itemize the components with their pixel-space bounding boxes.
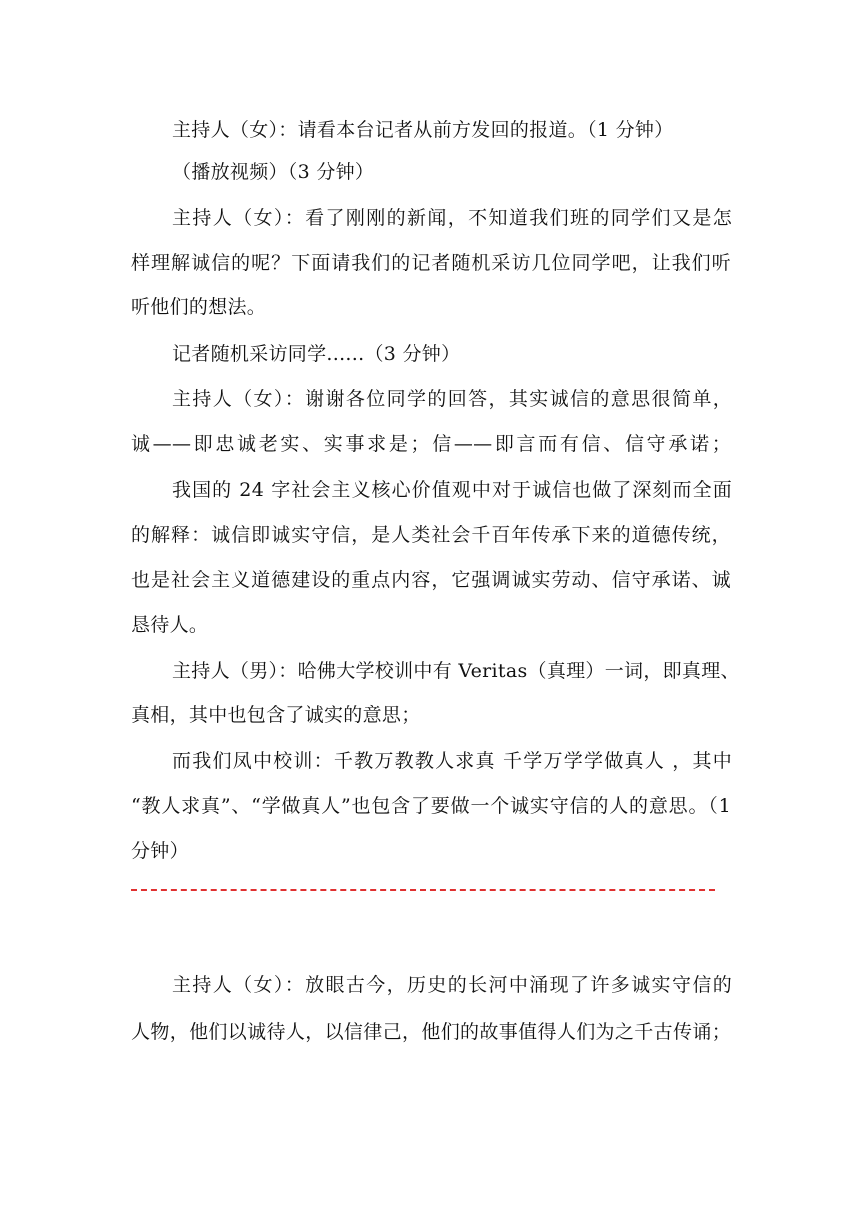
core-values-line-d: 恳待人。 — [131, 614, 209, 636]
host-female-line-1: 主持人（女）：请看本台记者从前方发回的报道。（1 分钟） — [172, 119, 674, 141]
host-female-line-2b: 样理解诚信的呢？下面请我们的记者随机采访几位同学吧，让我们听 — [131, 252, 731, 274]
core-values-line-b: 的解释：诚信即诚实守信，是人类社会千百年传承下来的道德传统， — [131, 524, 731, 546]
school-motto-line-c: 分钟） — [131, 840, 189, 862]
host-female-line-2a: 主持人（女）：看了刚刚的新闻，不知道我们班的同学们又是怎 — [172, 207, 732, 229]
core-values-line-a: 我国的 24 字社会主义核心价值观中对于诚信也做了深刻而全面 — [172, 479, 732, 501]
host-male-line-a: 主持人（男）：哈佛大学校训中有 Veritas（真理）一词，即真理、 — [172, 660, 740, 682]
host-female-line-4b: 人物，他们以诚待人，以信律己，他们的故事值得人们为之千古传诵； — [131, 1021, 731, 1043]
core-values-line-c: 也是社会主义道德建设的重点内容，它强调诚实劳动、信守承诺、诚 — [131, 569, 731, 591]
section-divider — [131, 889, 715, 891]
host-female-line-3b: 诚——即忠诚老实、实事求是；信——即言而有信、信守承诺； — [131, 433, 731, 455]
school-motto-line-a: 而我们凤中校训：千教万教教人求真 千学万学学做真人 ，其中 — [172, 750, 732, 772]
video-playback-line: （播放视频）（3 分钟） — [172, 161, 375, 183]
host-female-line-3a: 主持人（女）：谢谢各位同学的回答，其实诚信的意思很简单， — [172, 388, 732, 410]
host-female-line-4a: 主持人（女）：放眼古今，历史的长河中涌现了许多诚实守信的 — [172, 974, 732, 996]
host-male-line-b: 真相，其中也包含了诚实的意思； — [131, 704, 421, 726]
host-female-line-2c: 听他们的想法。 — [131, 296, 267, 318]
reporter-interview-line: 记者随机采访同学......（3 分钟） — [172, 343, 461, 365]
school-motto-line-b: “教人求真”、“学做真人”也包含了要做一个诚实守信的人的意思。（1 — [131, 795, 731, 817]
